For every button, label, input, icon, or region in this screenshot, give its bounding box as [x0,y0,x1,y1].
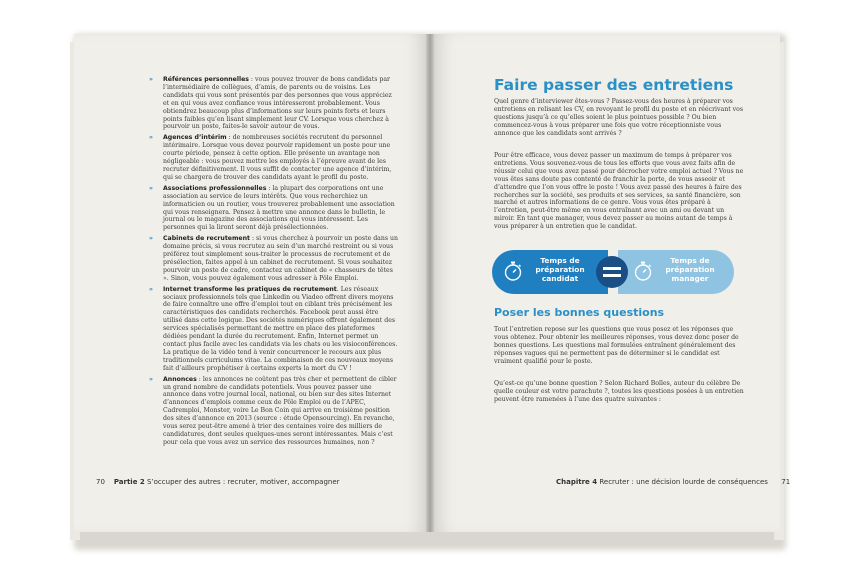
bullet-mark: » [149,134,153,142]
bullet-text: : la plupart des corporations ont une association au service de leurs intérêts. Que vous recherchiez un informaticien ou un routier, vous trouverez probablement une association qui vous renseignera. Pensez à mettre une annonce dans le bulletin, le journal ou le magazine des associations qui vous intéressent. Les personnes qui la liront seront déjà présélectionnées. [163,184,395,232]
subsection-title: Poser les bonnes questions [494,306,665,319]
section-title: Faire passer des entretiens [494,76,734,94]
bullet-text: : de nombreuses sociétés recrutent du personnel intérimaire. Lorsque vous devez pourvoir rapidement un poste pour une courte période, pensez à cette option. Elle présente un avantage non négligeable : vous pouvez mettre les employés à l’épreuve avant de les recruter définitivement. Il vous suffit de contacter une agence d’intérim, qui se chargera de trouver des candidats ayant le profil du poste. [163,134,392,181]
book-gutter [426,34,434,532]
bullet-term: Internet transforme les pratiques de recrutement [163,285,337,293]
manager-time-label: Temps de préparation manager [665,256,715,283]
bullet-term: Cabinets de recrutement [163,235,250,243]
bullet-term: Annonces [163,375,197,383]
page-number: 70 [96,478,105,486]
bullet-mark: » [149,184,153,192]
bullet-item [149,375,398,447]
paragraph-questions: Tout l’entretien repose sur les questions que vous posez et les réponses que vous obtenez. Pour obtenir les meilleures réponses, vous devez donc poser de bonnes questions. Les questions mal formulées entraînent généralement des réponses vagues qui ne permettent pas de déterminer si le candidat est vraiment qualifié pour le poste. [494,326,739,365]
bullet-item [149,76,398,131]
preparation-time-banner [492,250,734,294]
bullet-mark: » [149,235,153,243]
part-title: S’occuper des autres : recruter, motiver, accompagner [146,478,340,486]
bullet-mark: » [149,76,153,83]
bullet-text: . Les réseaux sociaux professionnels tels que Linkedin ou Viadeo offrent divers moyens de faire connaître une offre d’emploi tout en ciblant très précisément les caractéristiques des candidats recherchés. Facebook peut aussi être utilisé dans cette logique. Des sociétés numériques offrent également des services spécialisés permettant de mettre en place des plateformes dédiées pendant la durée du recrutement. Enfin, Internet permet un contact plus facile avec les candidats via les chats ou les visioconférences. La pratique de la vidéo tend à venir concurrencer le recours aux plus traditionnels curriculums vitae. La combinaison de ces nouveaux moyens fait d’ailleurs prophétiser à certains experts la mort du CV ! [163,285,398,372]
paragraph-intro: Quel genre d’interviewer êtes-vous ? Passez-vous des heures à préparer vos entretiens en relisant les CV, en revoyant le profil du poste et en réécrivant vos questions jusqu’à ce qu’elles soient le plus pointues possible ? Ou bien commencez-vous à vous préparer une fois que votre réceptionniste vous annonce que les candidats sont arrivés ? [494,98,744,137]
page-number: 71 [781,478,791,486]
chapter-title: Recruter : une décision lourde de conséquences [599,478,768,486]
bullet-mark: » [149,285,153,293]
bullet-item [149,285,398,373]
right-page-footer [556,478,790,486]
bullet-item [149,184,398,232]
paragraph-good-question: Qu’est-ce qu’une bonne question ? Selon Richard Bolles, auteur du célèbre De quelle couleur est votre parachute ?, toutes les questions posées à un entretien peuvent être ramenées à l’une des quatre suivantes : [494,380,744,403]
bullet-text: : vous pouvez trouver de bons candidats par l’intermédiaire de collègues, d’amis, de parents ou de voisins. Les candidats qui vous sont présentés par des personnes que vous appréciez et en qui vous avez confiance vous intéresseront probablement. Vous obtiendrez beaucoup plus d’informations sur leurs points forts et leurs points faibles qu’en lisant simplement leur CV. Lorsque vous cherchez à pourvoir un poste, faites-le savoir autour de vous. [163,76,392,131]
stopwatch-icon [632,260,654,282]
stopwatch-icon [502,260,524,282]
equals-icon [596,256,628,288]
chapter-label: Chapitre 4 [556,478,598,486]
left-page-bullet-list [149,76,398,450]
left-page-footer [96,478,340,486]
bullet-term: Associations professionnelles [163,184,267,192]
bullet-text: : si vous cherchez à pourvoir un poste dans un domaine précis, si vous recrutez au sein d’un marché restreint ou si vous préférez tout simplement sous-traiter le processus de recrutement et de présélection, faites appel à un cabinet de recrutement. Si vous souhaitez pourvoir un poste de cadre, contactez un cabinet de « chasseurs de têtes ». Sinon, vous pouvez également vous adresser à Pôle Emploi. [163,235,398,282]
bullet-item [149,235,398,282]
part-label: Partie 2 [113,478,145,486]
bullet-item [149,134,398,181]
bullet-mark: » [149,375,153,383]
bullet-term: Références personnelles [163,76,249,83]
paragraph-preparation: Pour être efficace, vous devez passer un maximum de temps à préparer vos entretiens. Vous souvenez-vous de tous les efforts que vous avez faits afin de réussir celui que vous avez passé pour décrocher votre emploi actuel ? Vous ne vous êtes sans doute pas contenté de franchir la porte, de vous asseoir et d’attendre que l’on vous offre le poste ! Vous avez passé des heures à faire des recherches sur la société, ses produits et ses services, sa santé financière, son marché et autres informations de ce genre. Vous vous êtes préparé à l’entretien, peut-être même en vous entraînant avec un ami ou devant un miroir. En tant que manager, vous devez passer au moins autant de temps à vous préparer à un entretien que le candidat. [494,152,744,231]
bullet-term: Agences d’intérim [163,134,227,142]
bullet-text: : les annonces ne coûtent pas très cher et permettent de cibler un grand nombre de candidats potentiels. Vous pouvez passer une annonce dans votre journal local, national, ou bien sur des sites Internet d’annonces d’emplois comme ceux de Pôle Emploi ou de l’APEC, Cadremploi, Monster, voire Le Bon Coin qui arrive en troisième position des sites d’annonce en 2013 (source : étude Opensourcing). En revanche, vous serez peut-être amené à trier des centaines voire des milliers de candidatures, dont seules quelques-unes seront intéressantes. Mais c’est pour cela que vous avez un service des ressources humaines, non ? [163,375,397,446]
candidate-time-label: Temps de préparation candidat [535,256,585,283]
